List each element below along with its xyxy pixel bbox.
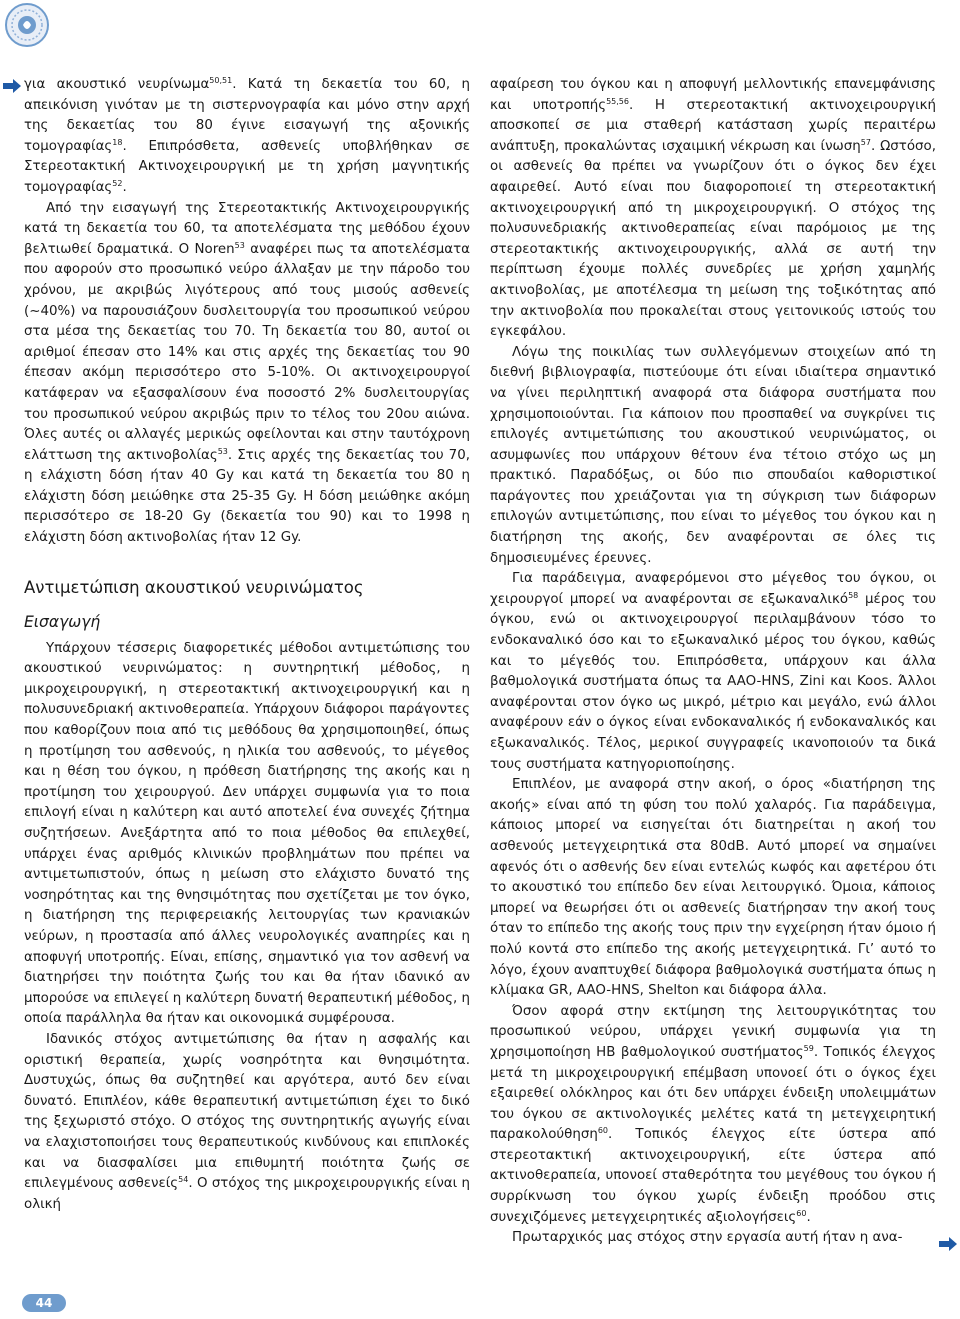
page-number: 44	[22, 1294, 66, 1312]
paragraph: για ακουστικό νευρίνωμα$^{50,51}$. Κατά τη δεκαετία του 60, η απεικόνιση γινόταν με τη σιστερνογραφία και μόνο στην αρχή της δεκαετίας του 80 έγινε εισαγωγή της αξονικής τομογραφίας$^{18}$. Επιπρόσθετα, ασθενείς υποβλήθηκαν σε Στερεοτακτική Ακτινοχειρουργική με τη χρήση μαγνητικής τομογραφίας$^{52}$.	[24, 76, 470, 195]
paragraph: Λόγω της ποικιλίας των συλλεγόμενων στοιχείων από τη διεθνή βιβλιογραφία, πιστεύουμε ότι είναι ιδιαίτερα σημαντικό να γίνει περιληπτική αναφορά στα διάφορα συστήματα που χρησιμοποιούνται. Για κάποιον που προσπαθεί να συγκρίνει τις επιλογές αντιμετώπισης του ακουστικού νευρινώματος, οι ασυμφωνίες που υπάρχουν θέτουν ένα τέτοιο στόχο ως μη πρακτικό. Παραδόξως, οι δύο πιο σπουδαίοι καθοριστικοί παράγοντες που χρειάζονται για τη σύγκριση των διάφορων επιλογών αντιμετώπισης, που είναι το μέγεθος του όγκου και η διατήρηση της ακοής, δεν αναφέρονται σε όλες τις δημοσιευμένες έρευνες.	[490, 344, 936, 566]
subsection-heading: Εισαγωγή	[24, 612, 101, 631]
paragraph: αφαίρεση του όγκου και η αποφυγή μελλοντικής επανεμφάνισης και υποτροπής$^{55,56}$. Η στερεοτακτική ακτινοχειρουργική αποσκοπεί σε μια σταθερή κατάσταση χωρίς περαιτέρω ανάπτυξη, προκαλώντας ισχαιμική νέκρωση και ίνωση$^{57}$. Ωστόσο, οι ασθενείς θα πρέπει να γνωρίζουν ότι ο όγκος δεν έχει αφαιρεθεί. Αυτό είναι που διαφοροποιεί τη στερεοτακτική ακτινοχειρουργική από τη μικροχειρουργική. Ο στόχος της πολυσυνεδριακής ακτινοθεραπείας είναι παρόμοιος με της στερεοτακτικής ακτινοχειρουργικής, αλλά σε αυτή την περίπτωση έχουμε πολλές συνεδρίες με χρήση χαμηλής ακτινοβολίας, με αποτέλεσμα τη μείωση της τοξικότητας από την ακτινοβολία που προκαλείται στους γειτονικούς ιστούς του εγκεφάλου.	[490, 77, 937, 340]
journal-logo-icon	[4, 2, 50, 48]
paragraph: Πρωταρχικός μας στόχος στην εργασία αυτή ήταν η ανα-	[512, 1230, 903, 1246]
paragraph: Από την εισαγωγή της Στερεοτακτικής Ακτινοχειρουργικής κατά τη δεκαετία του 60, τα αποτελέσματα της μεθόδου έχουν βελτιωθεί δραματικά. Ο Noren$^{53}$ αναφέρει πως τα αποτελέσματα που αφορούν στο προσωπικό νεύρο άλλαξαν με την πάροδο του χρόνου, με ακριβώς λιγότερους από τους μισούς ασθενείς (~40%) να παρουσιάζουν δυσλειτουργία του προσωπικού νεύρου στα μέσα της δεκαετίας του 70. Τη δεκαετία του 80, αυτοί οι αριθμοί έπεσαν στο 14% και στις αρχές της δεκαετίας του 90 έπεσαν ακόμη περισσότερο στο 5-10%. Οι ακτινοχειρουργοί κατάφεραν να εξασφαλίσουν ένα ποσοστό 2% δυσλειτουργίας του προσωπικού νεύρου ακριβώς πριν το τέλος του 20ου αιώνα. Όλες αυτές οι αλλαγές μερικώς οφείλονται και στην ταυτόχρονη ελάττωση της ακτινοβολίας$^{53}$. Στις αρχές της δεκαετίας του 70, η ελάχιστη δόση ήταν 40 Gy και κατά τη δεκαετία του 80 η ελάχιστη δόση μειώθηκε στα 25-35 Gy. Η δόση μειώθηκε ακόμη περισσότερο σε 18-20 Gy (δεκαετία του 90) και το 1998 η ελάχιστη δόση ακτινοβολίας ήταν 12 Gy.	[24, 200, 470, 546]
paragraph: Για παράδειγμα, αναφερόμενοι στο μέγεθος του όγκου, οι χειρουργοί μπορεί να αναφέρονται σε εξωκαναλικό$^{58}$ μέρος του όγκου, ενώ οι ακτινοχειρουργοί περιλαμβάνουν τόσο το ενδοκαναλικό όσο και το εξωκαναλικό μέρος του όγκου, καθώς και το μέγεθός του. Επιπρόσθετα, υπάρχουν και άλλα βαθμολογικά συστήματα όπως τα AAO-HNS, Zini και Koos. Άλλοι αναφέρονται στον όγκο ως μικρό, μέτριο και μεγάλο, ενώ άλλοι αναφέρουν εάν ο όγκος είναι ενδοκαναλικός ή ενδοκαναλικός και εξωκαναλικός. Τέλος, μερικοί συγγραφείς ικανοποιούν τα δικά τους συστήματα κατηγοριοποίησης.	[490, 571, 937, 772]
paragraph: Ιδανικός στόχος αντιμετώπισης θα ήταν η ασφαλής και οριστική θεραπεία, χωρίς νοσηρότητα και θνησιμότητα. Δυστυχώς, όπως θα συζητηθεί και αργότερα, αυτό δεν είναι δυνατό. Επιπλέον, κάθε θεραπευτική αντιμετώπιση έχει το δικό της ξεχωριστό στόχο. Ο στόχος της συντηρητικής αγωγής είναι να ελαχιστοποιήσει τους θεραπευτικούς κινδύνους και επιπλοκές και να διασφαλίσει μια επιθυμητή ποιότητα ζωής σε επιλεγμένους ασθενείς$^{54}$. Ο στόχος της μικροχειρουργικής είναι η ολική	[24, 1031, 470, 1212]
paragraph: Υπάρχουν τέσσερις διαφορετικές μέθοδοι αντιμετώπισης του ακουστικού νευρινώματος: η συντηρητική μέθοδος, η μικροχειρουργική, η στερεοτακτική ακτινοχειρουργική και η πολυσυνεδριακή ακτινοθεραπεία. Υπάρχουν διάφοροι παράγοντες που καθορίζουν ποια από τις μεθόδους θα χρησιμοποιηθεί, όπως η προτίμηση του ασθενούς, η ηλικία του ασθενούς, το μέγεθος και η θέση του όγκου, η πρόθεση διατήρησης της ακοής και η προτίμηση του χειρουργού. Δεν υπάρχει συμφωνία για το ποια επιλογή είναι η καλύτερη και αυτό αποτελεί ένα συνεχές ζήτημα συζητήσεων. Ανεξάρτητα από το ποια μέθοδος θα επιλεχθεί, υπάρχει ένας αριθμός κλινικών προβλημάτων που πρέπει να αντιμετωπιστούν, όπως η μείωση στο ελάχιστο δυνατό της νοσηρότητας και της θνησιμότητας που σχετίζεται με τον όγκο, η διατήρηση της περιφερειακής λειτουργίας των κρανιακών νεύρων, η προστασία από άλλες νευρολογικές αναπηρίες και η αποφυγή υποτροπής. Είναι, επίσης, σημαντικό για τον ασθενή να διατηρήσει την ποιότητα ζωής του και θα ήταν ιδανικό αν μπορούσε να επιλεγεί η καλύτερη δυνατή θεραπευτική μέθοδος, η οποία παράλληλα θα ήταν και οικονομικά συμφέρουσα.	[24, 640, 470, 1027]
right-column	[490, 75, 936, 1249]
paragraph: Επιπλέον, με αναφορά στην ακοή, ο όρος «διατήρηση της ακοής» είναι από τη φύση του πολύ χαλαρός. Για παράδειγμα, κάποιος μπορεί να εισηγείται ότι διατηρείται η ακοή του ασθενούς μετεγχειρητικά στα 80dB. Αυτό μπορεί να σημαίνει αφενός ότι ο ασθενής δεν είναι εντελώς κωφός και αφετέρου ότι το ακουστικό του επίπεδο δεν είναι λειτουργικό. Όμοια, κάποιος μπορεί να θεωρήσει ότι οι ασθενείς διατήρησαν την ακοή τους όταν το επίπεδο της ακοής τους πριν την εγχείρηση ήταν όμοιο ή πολύ κοντά στο επίπεδο της ακοής μετεγχειρητικά. Γι’ αυτό το λόγο, έχουν αναπτυχθεί διάφορα βαθμολογικά συστήματα όπως η κλίμακα GR, AAO-HNS, Shelton και διάφορα άλλα.	[490, 777, 936, 999]
paragraph: Όσον αφορά στην εκτίμηση της λειτουργικότητας του προσωπικού νεύρου, υπάρχει γενική συμφωνία για τη χρησιμοποίηση HB βαθμολογικού συστήματος$^{59}$. Τοπικός έλεγχος μετά τη μικροχειρουργική επέμβαση υπονοεί ότι ο όγκος έχει εξαιρεθεί ολόκληρος και ότι δεν υπάρχει ένδειξη υπολειμμάτων του όγκου σε ακτινολογικές μελέτες κατά τη μετεγχειρητική παρακολούθηση$^{60}$. Τοπικός έλεγχος είτε ύστερα από στερεοτακτική ακτινοχειρουργική, είτε ύστερα από ακτινοθεραπεία, υπονοεί σταθερότητα του μεγέθους του όγκου ή συρρίκνωση του όγκου χωρίς ένδειξη προόδου στις συνεχιζόμενες μετεγχειρητικές αξιολογήσεις$^{60}$.	[490, 1003, 936, 1225]
section-heading: Αντιμετώπιση ακουστικού νευρινώματος	[24, 577, 364, 597]
arrow-right-icon	[938, 1237, 958, 1251]
arrow-right-icon	[2, 79, 22, 93]
left-column	[24, 75, 470, 1215]
